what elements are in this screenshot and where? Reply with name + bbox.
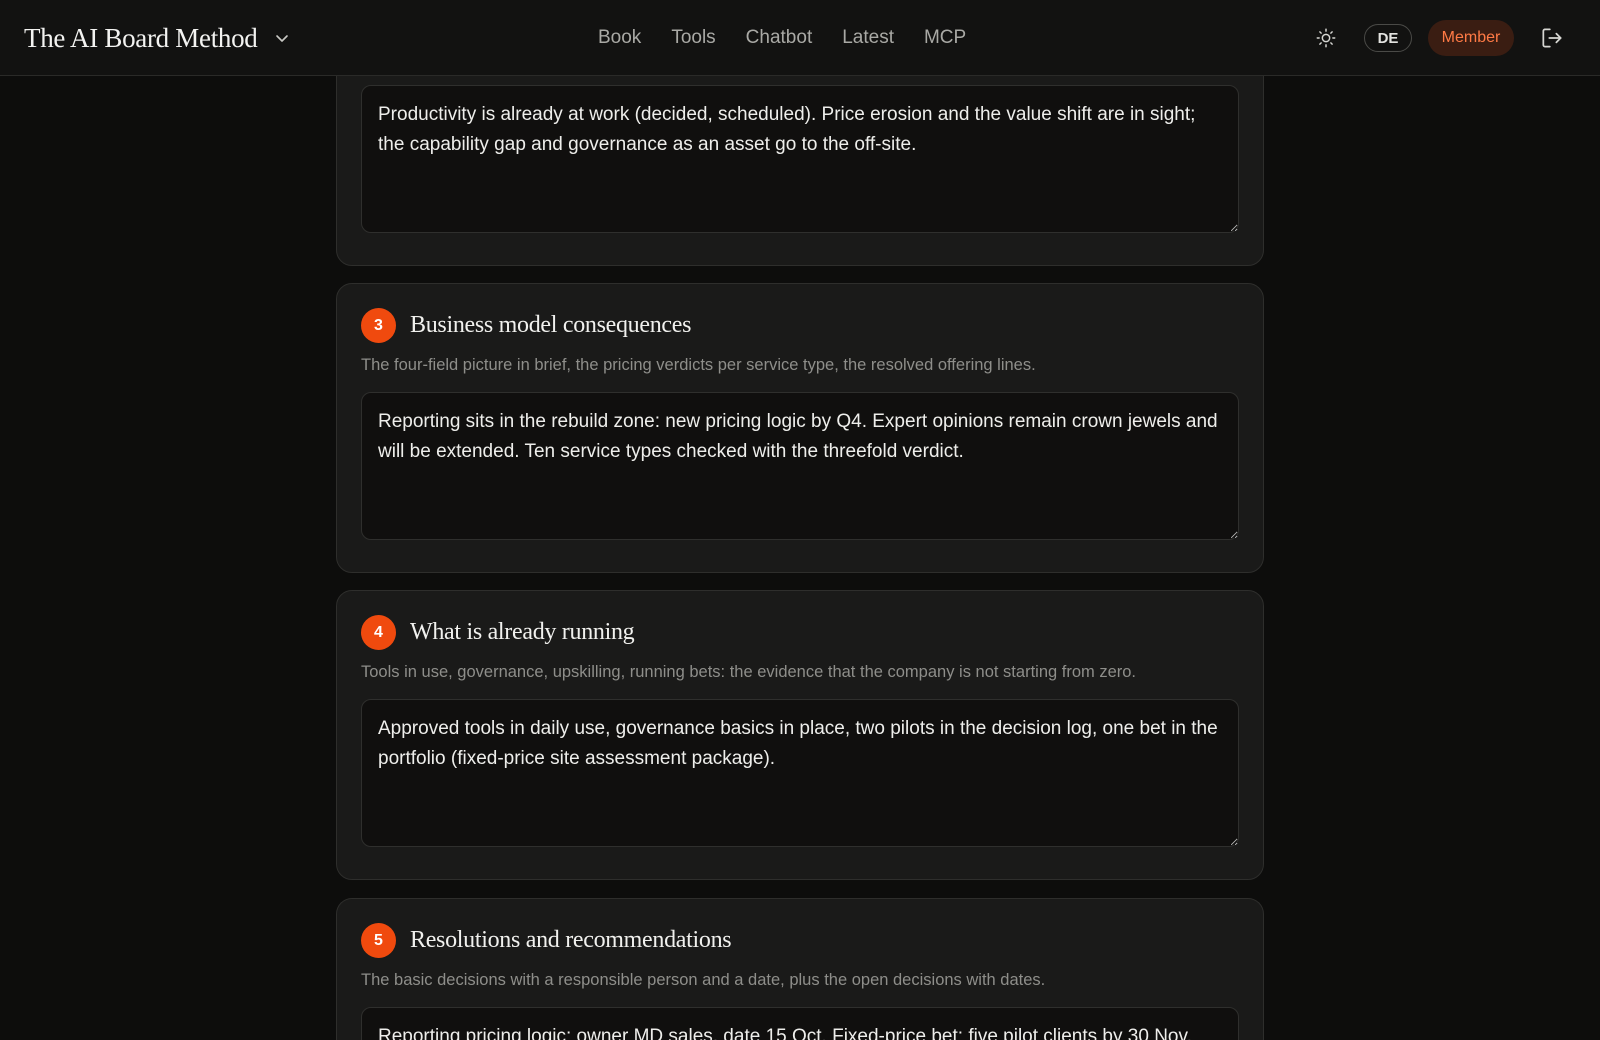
step-number-badge: 3 — [361, 308, 396, 343]
section-description: Tools in use, governance, upskilling, running bets: the evidence that the company is not starting from zero. — [361, 663, 1137, 681]
logout-button[interactable] — [1538, 24, 1566, 52]
nav-chatbot[interactable]: Chatbot — [745, 27, 813, 48]
brand-menu[interactable] — [24, 20, 290, 56]
nav-mcp[interactable]: MCP — [923, 27, 967, 48]
member-badge[interactable]: Member — [1428, 20, 1514, 56]
section-text-field[interactable] — [361, 85, 1239, 233]
theme-toggle-button[interactable] — [1312, 24, 1340, 52]
section-description: The four-field picture in brief, the pricing verdicts per service type, the resolved offering lines. — [361, 356, 1036, 374]
section-title: Business model consequences — [410, 312, 692, 338]
section-header — [361, 615, 634, 650]
chevron-down-icon — [274, 30, 290, 46]
section-text-field[interactable] — [361, 699, 1239, 847]
top-navigation-bar — [0, 0, 1600, 76]
section-title: What is already running — [410, 619, 635, 645]
logout-icon — [1539, 25, 1565, 51]
section-description: The basic decisions with a responsible person and a date, plus the open decisions with dates. — [361, 971, 1046, 989]
brand-title: The AI Board Method — [24, 22, 258, 53]
section-card-3 — [336, 283, 1264, 573]
section-card-4 — [336, 590, 1264, 880]
nav-tools[interactable]: Tools — [671, 27, 716, 48]
section-text-field[interactable] — [361, 1007, 1239, 1040]
language-switch-button[interactable]: DE — [1364, 24, 1412, 52]
section-card-5 — [336, 898, 1264, 1040]
sun-icon — [1315, 27, 1337, 49]
step-number-badge: 5 — [361, 923, 396, 958]
nav-book[interactable]: Book — [598, 27, 642, 48]
section-title: Resolutions and recommendations — [410, 927, 732, 953]
nav-latest[interactable]: Latest — [842, 27, 894, 48]
section-header — [361, 923, 731, 958]
section-header — [361, 308, 691, 343]
main-nav — [598, 24, 966, 52]
section-text-field[interactable] — [361, 392, 1239, 540]
step-number-badge: 4 — [361, 615, 396, 650]
